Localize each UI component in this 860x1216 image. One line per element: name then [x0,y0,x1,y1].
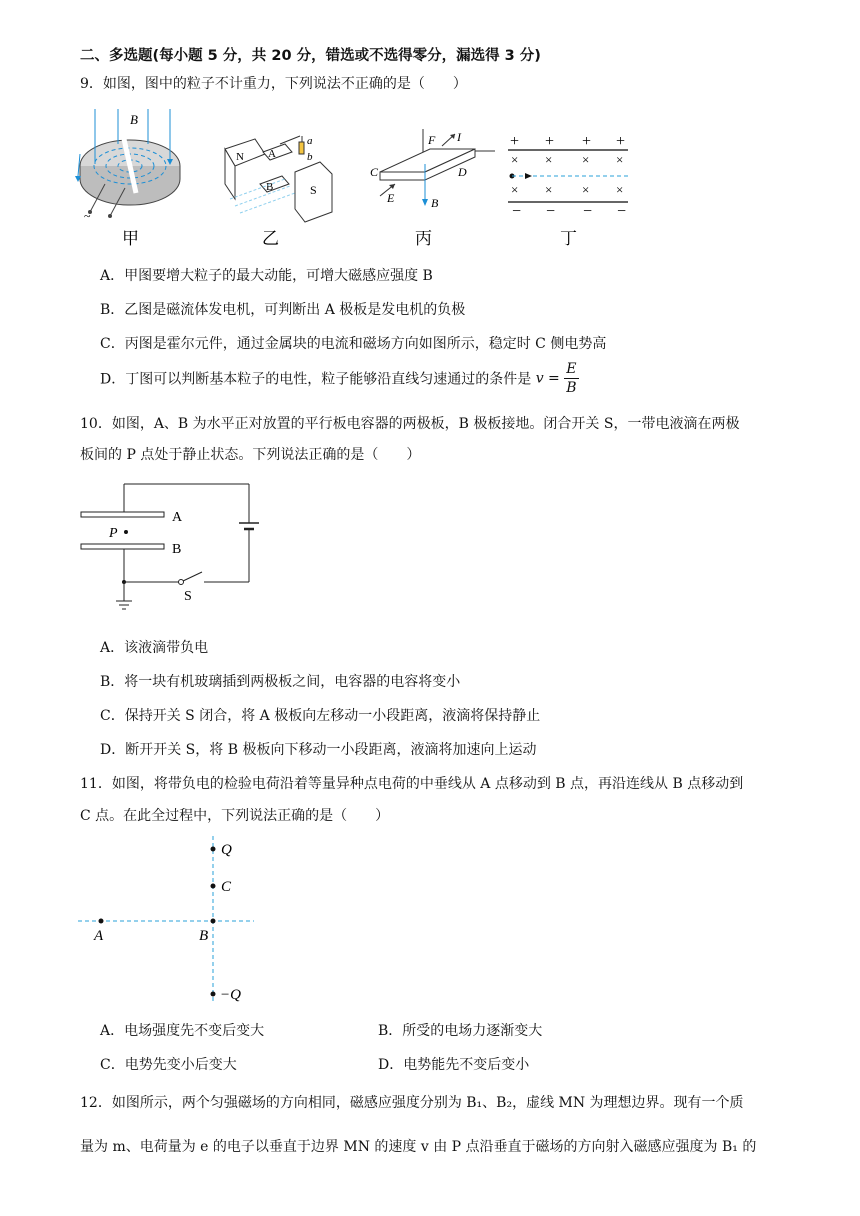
fig-yi-plate-A: A [268,148,276,160]
fig-ding-cross-7: × [582,182,590,197]
fig-ding-minus-2: − [546,203,556,220]
fig-bing-C-label: C [370,165,379,179]
fig-yi-b-label: b [307,151,313,163]
q10-option-a[interactable]: A．该液滴带负电 [100,640,209,656]
fig-yi-mhd-generator [225,135,332,222]
fig-ding-cross-4: × [616,152,624,167]
q10-stem-line2: 板间的 P 点处于静止状态。下列说法正确的是（ ） [80,447,421,463]
fig-label-yi: 乙 [262,229,279,248]
fig-jia-B-label: B [130,112,138,127]
fig-yi-plate-B: B [266,181,274,193]
q11-option-b[interactable]: B．所受的电场力逐渐变大 [378,1023,543,1039]
fig-jia-ac-symbol: ~ [84,209,91,223]
fig-bing-D-label: D [458,165,467,179]
fraction-denominator: B [566,380,577,396]
fig-label-ding: 丁 [560,229,577,248]
fig-ding-cross-5: × [511,182,519,197]
fig-bing-hall-element [370,129,495,210]
fig-yi-a-label: a [307,135,313,147]
fig-ding-plus-1: + [510,133,520,150]
q11-option-a[interactable]: A．电场强度先不变后变大 [100,1023,265,1039]
q11-stem-line2: C 点。在此全过程中，下列说法正确的是（ ） [80,808,390,824]
fig-ding-cross-3: × [582,152,590,167]
q9-option-d-text: D．丁图可以判断基本粒子的电性，粒子能够沿直线匀速通过的条件是 [100,371,536,388]
point-A-label: A [94,928,104,944]
q10-option-b[interactable]: B．将一块有机玻璃插到两极板之间，电容器的电容将变小 [100,674,461,690]
q11-option-c[interactable]: C．电势先变小后变大 [100,1057,237,1073]
fig-bing-I-label: I [457,130,461,144]
fig-ding-plus-3: + [582,133,592,150]
plate-A-label: A [172,510,183,525]
q9-option-c[interactable]: C．丙图是霍尔元件，通过金属块的电流和磁场方向如图所示，稳定时 C 侧电势高 [100,336,607,352]
fig-bing-F-label: F [428,133,436,147]
q9-stem: 9．如图，图中的粒子不计重力，下列说法不正确的是（ ） [80,76,467,92]
fraction-numerator: E [564,360,578,379]
q9-option-d-eq: v = [535,370,560,387]
q10-option-d[interactable]: D．断开开关 S，将 B 极板向下移动一小段距离，液滴将加速向上运动 [100,742,537,758]
fig-yi-N-label: N [236,151,244,163]
q9-option-d[interactable] [100,360,579,397]
fig-ding-plus-2: + [545,133,555,150]
q12-stem-line1: 12．如图所示，两个匀强磁场的方向相同，磁感应强度分别为 B₁、B₂，虚线 MN 为理想边界。现有一个质 [80,1095,744,1111]
fig-ding-minus-4: − [617,203,627,220]
q9-figures [70,104,650,254]
fig-ding-cross-2: × [545,152,553,167]
q9-option-d-fraction [564,360,578,397]
fig-jia-cyclotron [75,109,180,223]
q11-charge-diagram [76,832,266,1007]
switch-S-label: S [184,589,192,604]
q12-stem-line2: 量为 m、电荷量为 e 的电子以垂直于边界 MN 的速度 v 由 P 点沿垂直于磁场的方向射入磁感应强度为 B₁ 的 [80,1139,757,1155]
fig-ding-plus-4: + [616,133,626,150]
charge-Q-label: Q [221,842,232,858]
plate-B-label: B [172,542,182,557]
fig-ding-minus-1: − [512,203,522,220]
fig-ding-minus-3: − [583,203,593,220]
q9-option-a[interactable]: A．甲图要增大粒子的最大动能，可增大磁感应强度 B [100,268,433,284]
q11-stem-line1: 11．如图，将带负电的检验电荷沿着等量异种点电荷的中垂线从 A 点移动到 B 点，再沿连线从 B 点移动到 [80,776,744,792]
fig-ding-cross-6: × [545,182,553,197]
fig-ding-velocity-selector [508,133,628,220]
fig-bing-B-label: B [431,196,439,210]
fig-ding-cross-1: × [511,152,519,167]
q11-option-d[interactable]: D．电势能先不变后变小 [378,1057,530,1073]
fig-ding-cross-8: × [616,182,624,197]
fig-bing-E-label: E [387,191,395,205]
point-C-label: C [221,879,232,895]
fig-yi-S-label: S [310,183,317,197]
fig-label-jia: 甲 [122,229,139,248]
q9-option-b[interactable]: B．乙图是磁流体发电机，可判断出 A 极板是发电机的负极 [100,302,466,318]
section-title: 二、多选题(每小题 5 分，共 20 分，错选或不选得零分，漏选得 3 分) [80,48,541,64]
q10-option-c[interactable]: C．保持开关 S 闭合，将 A 极板向左移动一小段距离，液滴将保持静止 [100,708,541,724]
point-B-label: B [199,928,209,944]
q10-stem-line1: 10．如图，A、B 为水平正对放置的平行板电容器的两极板，B 极板接地。闭合开关 S，一带电液滴在两极 [80,416,740,432]
fig-label-bing: 丙 [415,229,432,248]
charge-negQ-label: −Q [220,987,241,1003]
q10-circuit-diagram [76,478,266,618]
point-P-label: P [109,526,118,541]
